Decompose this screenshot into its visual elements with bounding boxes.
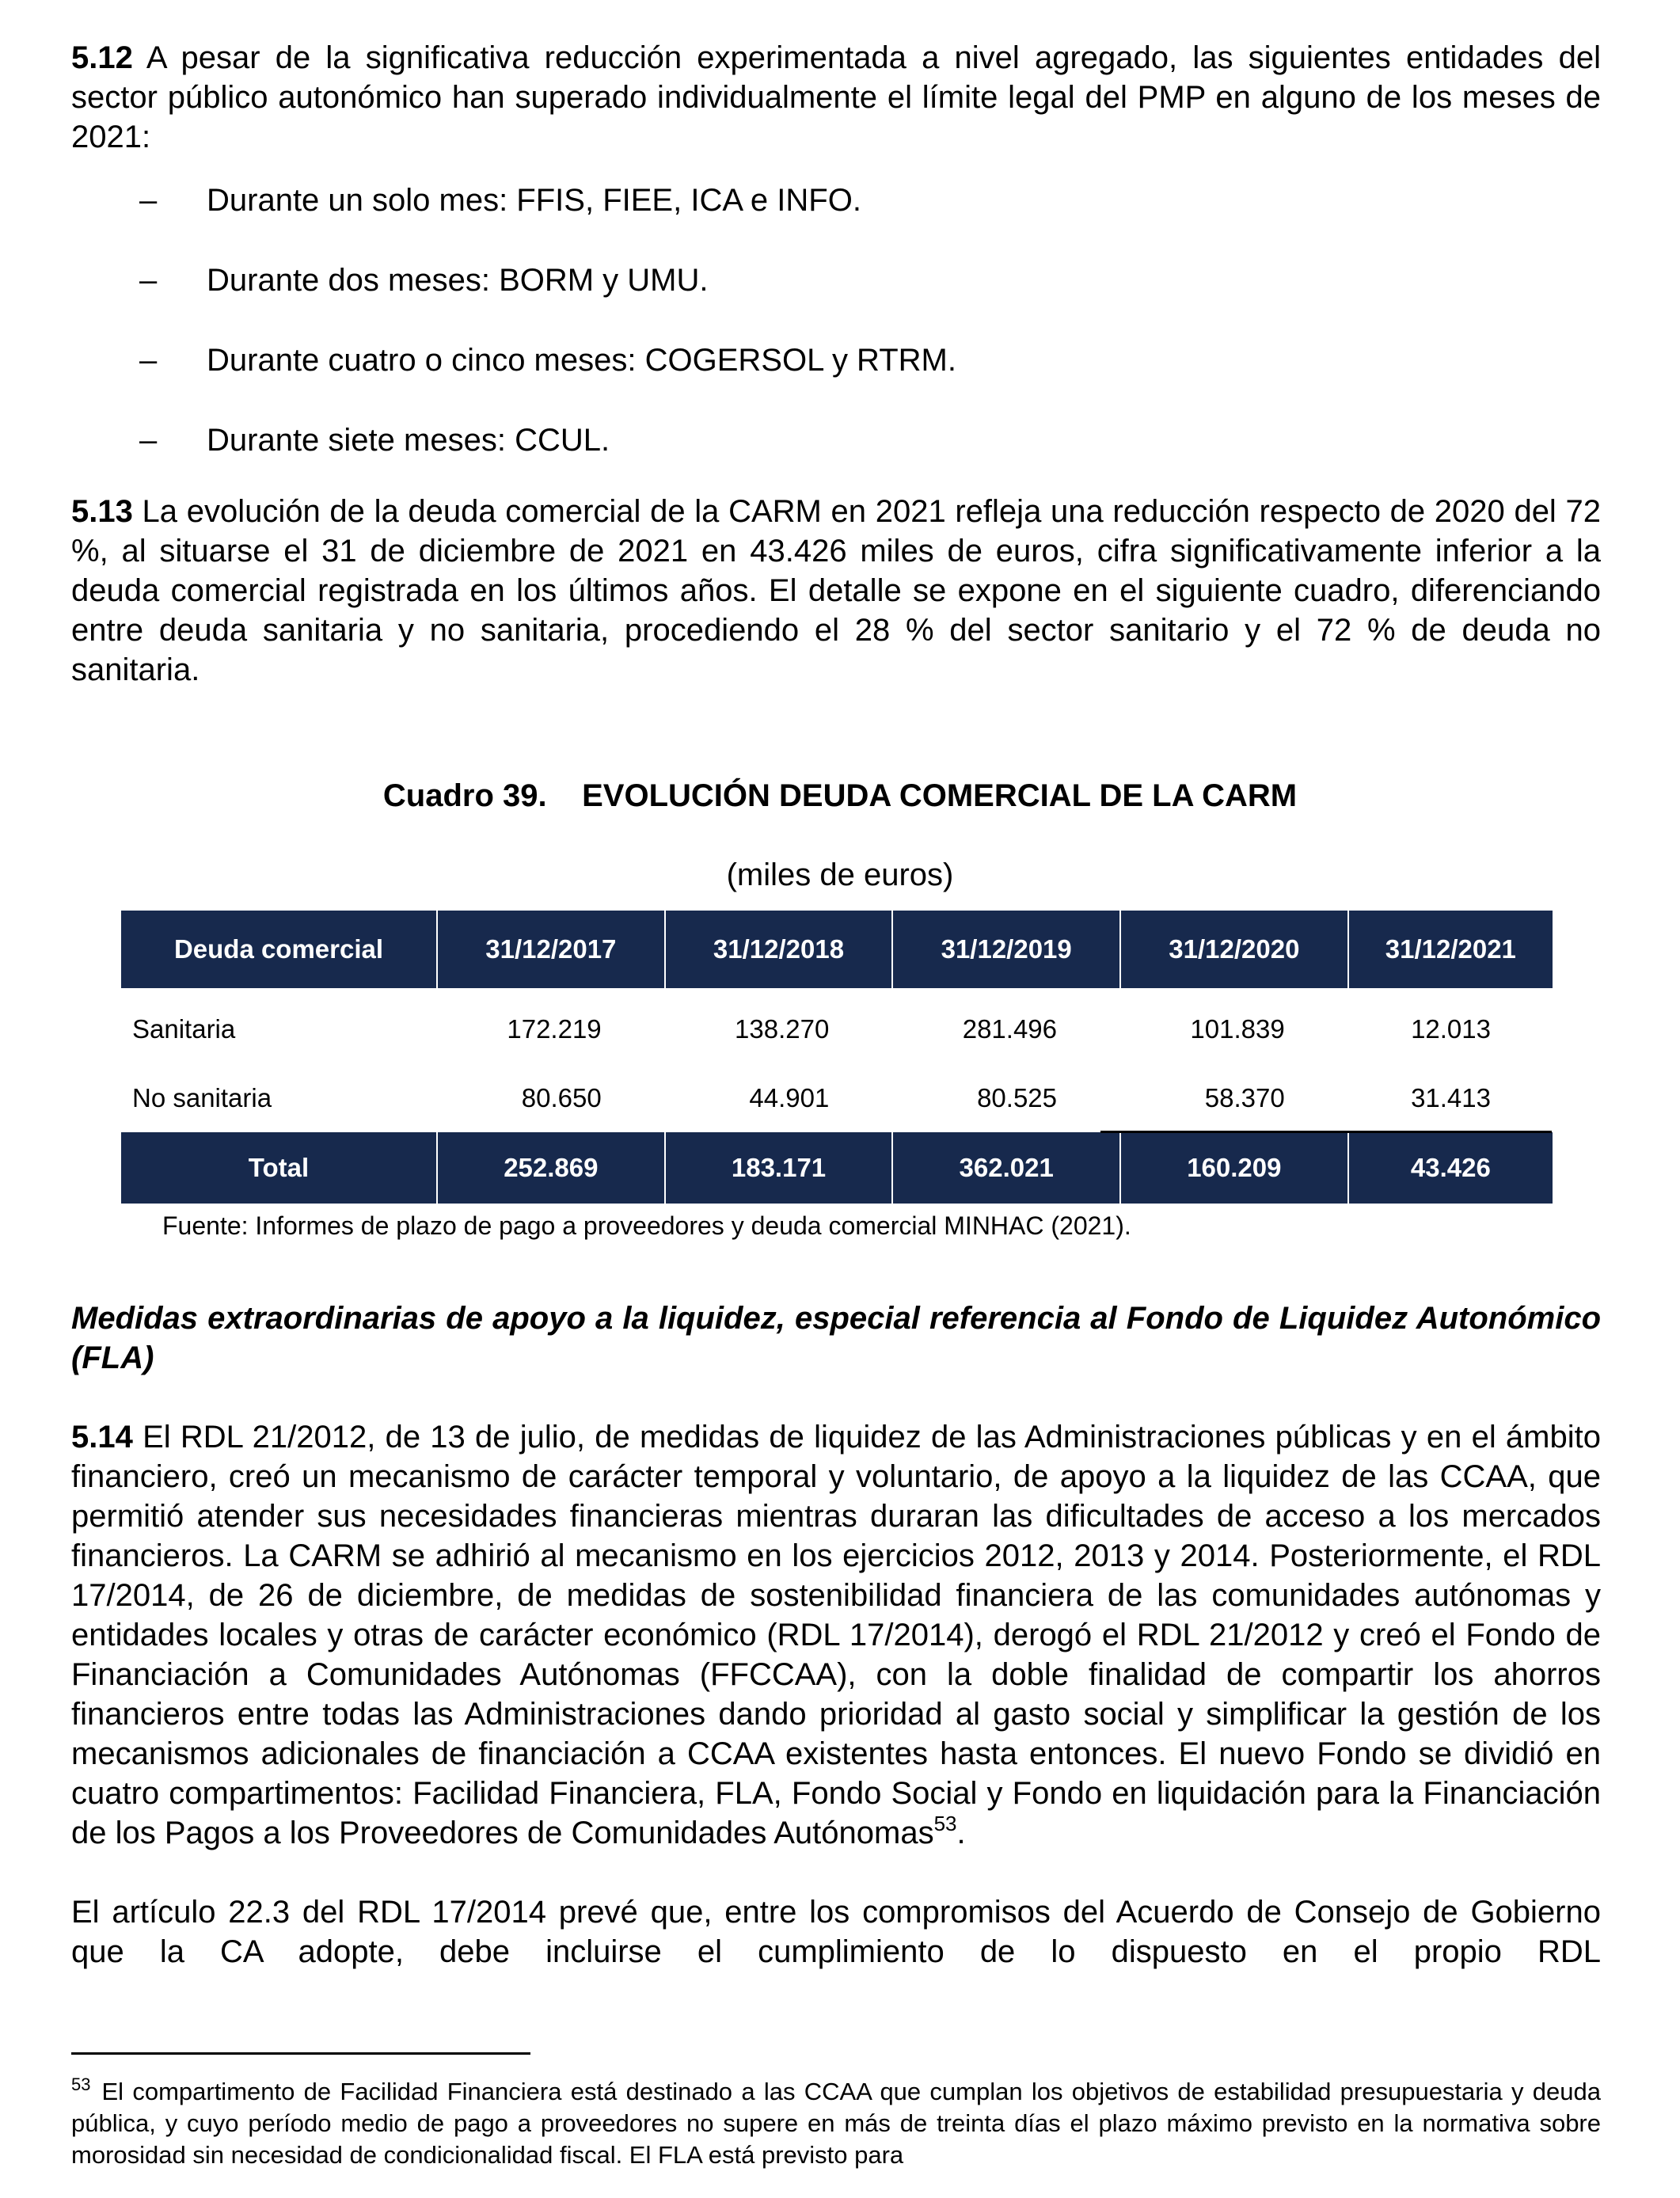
total-cell: 183.171 — [665, 1132, 893, 1204]
row-label: Sanitaria — [132, 1013, 236, 1044]
table-cell: 172.219 — [507, 1013, 602, 1044]
table-cell: 80.525 — [977, 1082, 1058, 1112]
section-heading: Medidas extraordinarias de apoyo a la liquidez, especial referencia al Fondo de Liquidez Autonómico (FLA) — [71, 1301, 1601, 1375]
table-cell: 31.413 — [1411, 1082, 1491, 1112]
column-header: 31/12/2021 — [1348, 911, 1553, 988]
paragraph-number: 5.12 — [71, 40, 133, 75]
table-row — [121, 1063, 1553, 1132]
total-cell: 362.021 — [892, 1132, 1120, 1204]
footnote-text: El compartimento de Facilidad Financiera está destinado a las CCAA que cumplan los objetivos de estabilidad presupuestaria y deuda pública, y cuyo período medio de pago a proveedores no supere en más de treinta días el plazo máximo previsto en la normativa sobre morosidad sin necesidad de condicionalidad fiscal. El FLA está previsto para — [71, 2078, 1601, 2169]
paragraph-5-14 — [71, 1417, 1601, 1853]
total-cell: 252.869 — [437, 1132, 665, 1204]
table-cell: 138.270 — [735, 1013, 830, 1044]
table-cell: 12.013 — [1411, 1013, 1491, 1044]
paragraph-article: El artículo 22.3 del RDL 17/2014 prevé que, entre los compromisos del Acuerdo de Consejo de Gobierno que la CA adopte, debe incluirse el cumplimiento de lo dispuesto en el propio RDL — [71, 1895, 1601, 1969]
entity-list — [71, 181, 1601, 460]
table-cell: 58.370 — [1204, 1082, 1285, 1112]
column-header: 31/12/2020 — [1120, 911, 1348, 988]
dash-bullet: – — [139, 423, 158, 458]
dash-bullet: – — [139, 263, 158, 298]
list-item-text: Durante un solo mes: FFIS, FIEE, ICA e INFO. — [207, 183, 861, 218]
page-content — [71, 38, 1601, 690]
footnote-53 — [71, 2069, 1601, 2171]
dash-bullet: – — [139, 183, 158, 218]
column-header: 31/12/2017 — [437, 911, 665, 988]
table-divider — [1100, 1131, 1552, 1133]
list-item-text: Durante dos meses: BORM y UMU. — [207, 263, 709, 298]
table-cell: 101.839 — [1190, 1013, 1285, 1044]
list-item-text: Durante cuatro o cinco meses: COGERSOL y RTRM. — [207, 343, 956, 378]
table-header-row — [121, 911, 1553, 988]
list-item — [71, 181, 1601, 220]
paragraph-5-13 — [71, 492, 1601, 690]
paragraph-end: . — [956, 1816, 966, 1850]
paragraph-text: La evolución de la deuda comercial de la CARM en 2021 refleja una reducción respecto de 2020 del 72 %, al situarse el 31 de diciembre de 2021 en 43.426 miles de euros, cifra significativamente inferior a la deuda comercial registrada en los últimos años. El detalle se expone en el siguiente cuadro, diferenciando entre deuda sanitaria y no sanitaria, procediendo el 28 % del sector sanitario y el 72 % de deuda no sanitaria. — [71, 494, 1601, 687]
list-item-text: Durante siete meses: CCUL. — [207, 423, 610, 458]
paragraph-text: A pesar de la significativa reducción experimentada a nivel agregado, las siguientes entidades del sector público autonómico han superado individualmente el límite legal del PMP en alguno de los meses de 2021: — [71, 40, 1601, 154]
column-header: 31/12/2018 — [665, 911, 893, 988]
column-header: 31/12/2019 — [892, 911, 1120, 988]
paragraph-number: 5.13 — [71, 494, 133, 529]
caption-number: Cuadro 39. — [382, 778, 547, 813]
paragraph-number: 5.14 — [71, 1420, 133, 1455]
list-item — [71, 260, 1601, 300]
section-content — [71, 1299, 1601, 1972]
total-label: Total — [121, 1132, 437, 1204]
column-header: Deuda comercial — [121, 911, 437, 988]
table-units: (miles de euros) — [726, 858, 954, 892]
row-label: No sanitaria — [132, 1082, 272, 1112]
table-cell: 281.496 — [962, 1013, 1058, 1044]
list-item — [71, 420, 1601, 460]
table-source: Fuente: Informes de plazo de pago a proveedores y deuda comercial MINHAC (2021). — [162, 1211, 1131, 1240]
total-cell: 160.209 — [1120, 1132, 1348, 1204]
footnote-divider — [71, 2052, 530, 2055]
footnote-mark: 53 — [71, 2074, 91, 2094]
list-item — [71, 340, 1601, 380]
table-cell: 44.901 — [749, 1082, 830, 1112]
footnote-ref[interactable]: 53 — [933, 1812, 957, 1835]
table-caption — [0, 776, 1680, 816]
table-row — [121, 988, 1553, 1063]
paragraph-5-12 — [71, 38, 1601, 157]
debt-table — [121, 911, 1553, 1204]
table-total-row — [121, 1132, 1553, 1204]
table-cell: 80.650 — [521, 1082, 602, 1112]
total-cell: 43.426 — [1348, 1132, 1553, 1204]
paragraph-text: El RDL 21/2012, de 13 de julio, de medidas de liquidez de las Administraciones públicas y en el ámbito financiero, creó un mecanismo de carácter temporal y voluntario, de apoyo a la liquidez de las CCAA, que permitió atender sus necesidades financieras mientras duraran las dificultades de acceso a los mercados financieros. La CARM se adhirió al mecanismo en los ejercicios 2012, 2013 y 2014. Posteriormente, el RDL 17/2014, de 26 de diciembre, de medidas de sostenibilidad financiera de las comunidades autónomas y entidades locales y otras de carácter económico (RDL 17/2014), derogó el RDL 21/2012 y creó el Fondo de Financiación a Comunidades Autónomas (FFCCAA), con la doble finalidad de compartir los ahorros financieros entre todas las Administraciones dando prioridad al gasto social y simplificar la gestión de los mecanismos adicionales de financiación a CCAA existentes hasta entonces. El nuevo Fondo se dividió en cuatro compartimentos: Facilidad Financiera, FLA, Fondo Social y Fondo en liquidación para la Financiación de los Pagos a los Proveedores de Comunidades Autónomas — [71, 1420, 1601, 1850]
caption-title: EVOLUCIÓN DEUDA COMERCIAL DE LA CARM — [582, 778, 1298, 813]
dash-bullet: – — [139, 343, 158, 378]
